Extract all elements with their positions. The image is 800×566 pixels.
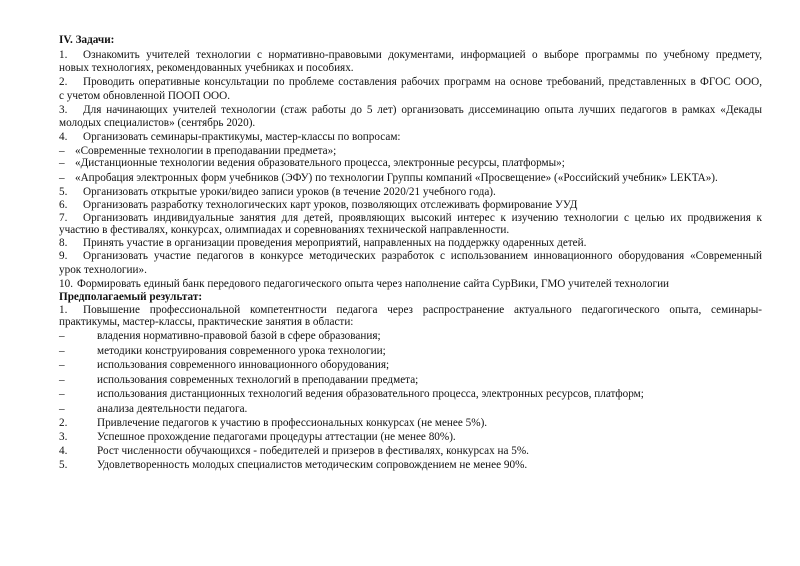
task-text: Организовать участие педагогов в конкурсе методических разработок с использованием инновационного оборудования «Современный — [83, 250, 762, 262]
task-number: 7. — [59, 212, 68, 224]
dash-bullet-icon: – — [59, 145, 65, 157]
task-number: 3. — [59, 104, 68, 116]
result-5-line-1 — [59, 458, 762, 472]
result-title: Предполагаемый результат: — [59, 291, 203, 303]
bullet-text: анализа деятельности педагога. — [97, 403, 248, 415]
dash-bullet-icon: – — [59, 157, 65, 169]
result-1-bullet — [59, 329, 762, 343]
bullet-text: владения нормативно-правовой базой в сфере образования; — [97, 330, 381, 342]
task-9-line-1 — [59, 249, 762, 263]
task-text: Принять участие в организации проведения мероприятий, направленных на поддержку одаренных детей. — [83, 237, 587, 249]
dash-bullet-icon: – — [59, 345, 65, 357]
task-3-line-1 — [59, 103, 762, 117]
task-text: Формировать единый банк передового педагогического опыта через наполнение сайта СурВики, ГМО учителей технологии — [77, 278, 670, 290]
result-1-bullet — [59, 358, 762, 372]
task-1-line-2: новых технологиях, рекомендованных учебниках и пособиях. — [59, 62, 354, 74]
dash-bullet-icon: – — [59, 330, 65, 342]
task-4-line-1 — [59, 130, 762, 144]
task-2-line-1 — [59, 75, 762, 89]
task-number: 4. — [59, 131, 68, 143]
task-text: Организовать семинары-практикумы, мастер-классы по вопросам: — [83, 131, 401, 143]
result-number: 5. — [59, 459, 68, 471]
task-text: Организовать открытые уроки/видео записи уроков (в течение 2020/21 учебного года). — [83, 186, 496, 198]
task-number: 10. — [59, 278, 73, 290]
task-number: 5. — [59, 186, 68, 198]
dash-bullet-icon: – — [59, 388, 65, 400]
task-4-bullet — [59, 171, 762, 185]
task-text: Ознакомить учителей технологии с нормативно-правовыми документами, информацией о выборе программы по учебному предмету, — [83, 49, 762, 61]
dash-bullet-icon: – — [59, 359, 65, 371]
task-text: Проводить оперативные консультации по проблеме составления рабочих программ на основе требований, представленных в ФГОС ООО, — [83, 76, 762, 88]
task-9-line-2: урок технологии». — [59, 264, 147, 276]
task-number: 1. — [59, 49, 68, 61]
result-text: Привлечение педагогов к участию в профессиональных конкурсах (не менее 5%). — [97, 417, 488, 429]
task-number: 6. — [59, 199, 68, 211]
bullet-text: «Современные технологии в преподавании предмета»; — [75, 145, 337, 157]
result-3-line-1 — [59, 430, 762, 444]
result-number: 4. — [59, 445, 68, 457]
task-1-line-1 — [59, 48, 762, 62]
task-6-line-1 — [59, 198, 762, 212]
task-10-line-1 — [59, 277, 762, 291]
result-1-bullet — [59, 373, 762, 387]
result-1-bullet — [59, 402, 762, 416]
task-number: 2. — [59, 76, 68, 88]
bullet-text: «Апробация электронных форм учебников (ЭФУ) по технологии Группы компаний «Просвещение» («Российский учебник» LEKTA»). — [75, 172, 718, 184]
result-number: 1. — [59, 304, 68, 316]
task-text: Для начинающих учителей технологии (стаж работы до 5 лет) организовать диссеминацию опыта лучших педагогов в рамках «Декады — [83, 104, 762, 116]
result-1-line-2: практикумы, мастер-классы, практические занятия в области: — [59, 316, 354, 328]
task-2-line-2: с учетом обновленной ПООП ООО. — [59, 90, 230, 102]
task-3-line-2: молодых специалистов» (сентябрь 2020). — [59, 117, 256, 129]
result-text: Повышение профессиональной компетентности педагога через распространение актуального педагогического опыта, семинары- — [83, 304, 762, 316]
result-2-line-1 — [59, 416, 762, 430]
result-text: Удовлетворенность молодых специалистов методическим сопровождением не менее 90%. — [97, 459, 528, 471]
result-number: 2. — [59, 417, 68, 429]
task-4-bullet — [59, 156, 762, 170]
task-number: 9. — [59, 250, 68, 262]
result-1-bullet — [59, 344, 762, 358]
task-text: Организовать индивидуальные занятия для детей, проявляющих высокий интерес к изучению технологии с целью их продвижения к — [83, 212, 762, 224]
bullet-text: использования дистанционных технологий ведения образовательного процесса, электронных ресурсов, платформ; — [97, 388, 644, 400]
dash-bullet-icon: – — [59, 403, 65, 415]
task-5-line-1 — [59, 185, 762, 199]
task-7-line-2: участию в фестивалях, конкурсах, олимпиадах и соревнованиях технической направленности. — [59, 224, 510, 236]
bullet-text: методики конструирования современного урока технологии; — [97, 345, 386, 357]
result-text: Рост численности обучающихся - победителей и призеров в фестивалях, конкурсах на 5%. — [97, 445, 529, 457]
bullet-text: «Дистанционные технологии ведения образовательного процесса, электронные ресурсы, платформы»; — [75, 157, 565, 169]
dash-bullet-icon: – — [59, 172, 65, 184]
result-4-line-1 — [59, 444, 762, 458]
dash-bullet-icon: – — [59, 374, 65, 386]
result-1-bullet — [59, 387, 762, 401]
section-title: IV. Задачи: — [59, 34, 115, 46]
result-number: 3. — [59, 431, 68, 443]
result-text: Успешное прохождение педагогами процедуры аттестации (не менее 80%). — [97, 431, 456, 443]
bullet-text: использования современного инновационного оборудования; — [97, 359, 390, 371]
task-number: 8. — [59, 237, 68, 249]
bullet-text: использования современных технологий в преподавании предмета; — [97, 374, 419, 386]
task-text: Организовать разработку технологических карт уроков, позволяющих отслеживать формирование УУД — [83, 199, 578, 211]
task-8-line-1 — [59, 236, 762, 250]
